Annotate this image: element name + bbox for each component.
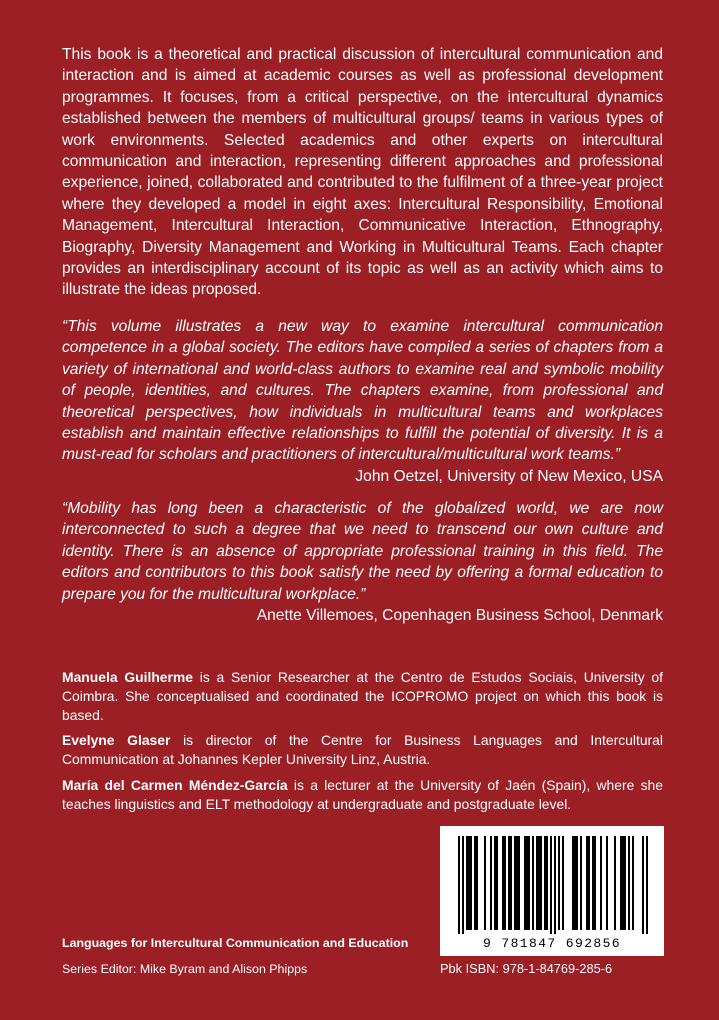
barcode-bar <box>516 836 518 930</box>
barcode-bar <box>588 836 590 930</box>
barcode-bar <box>538 836 540 930</box>
barcode-bar <box>622 836 624 930</box>
barcode-bars <box>440 826 664 934</box>
editor-bio-text: is a Senior Researcher at the Centro de Estudos Sociais, University of Coimbra. She conceptualised and coordinated the ICOPROMO project on which this book is based. <box>62 669 663 723</box>
barcode-bar <box>468 836 470 930</box>
editor-bio-mendez-garcia <box>62 776 663 814</box>
isbn: Pbk ISBN: 978-1-84769-285-6 <box>440 961 613 976</box>
editor-bio-text: is director of the Centre for Business Languages and Intercultural Communication at Johannes Kepler University Linz, Austria. <box>62 732 663 768</box>
barcode-bar <box>594 836 596 930</box>
barcode-bar <box>514 836 516 930</box>
editor-name: María del Carmen Méndez-García <box>62 776 288 793</box>
editor-bio-glaser <box>62 731 663 769</box>
barcode <box>440 826 664 956</box>
barcode-bar <box>544 836 546 930</box>
barcode-bar <box>546 836 548 930</box>
barcode-bar <box>504 836 506 930</box>
barcode-bar <box>528 836 530 930</box>
editor-name: Manuela Guilherme <box>62 669 194 685</box>
quote-text: “This volume illustrates a new way to examine intercultural communication competence in a global society. The editors have compiled a series of chapters from a variety of international and world-class authors to examine real and symbolic mobility of people, identities, and cultures. The chapters examine, from professional and theoretical perspectives, how individuals in multicultural teams and workplaces establish and maintain effective relationships to fulfill the potential of diversity. It is a must-read for scholars and practitioners of intercultural/multicultural work teams.” <box>62 318 663 464</box>
barcode-bar <box>518 836 520 930</box>
editor-bio-text: is a lecturer at the University of Jaén (Spain), where she teaches linguistics and ELT methodology at undergraduate and postgraduate level. <box>62 776 664 812</box>
barcode-bar <box>574 836 576 930</box>
barcode-bar <box>558 836 560 930</box>
barcode-bar <box>462 836 464 934</box>
barcode-bar <box>502 836 504 930</box>
barcode-bar <box>620 836 622 930</box>
barcode-bar <box>554 836 556 934</box>
barcode-bar <box>490 836 492 930</box>
barcode-bar <box>508 836 510 930</box>
barcode-bar <box>540 836 542 930</box>
editor-bio-guilherme <box>62 668 663 724</box>
barcode-bar <box>628 836 630 930</box>
barcode-bar <box>532 836 534 930</box>
barcode-bar <box>562 836 564 930</box>
barcode-bar <box>606 836 608 930</box>
endorsement-quote-1 <box>62 316 663 487</box>
barcode-bar <box>580 836 582 930</box>
barcode-digits: 9 781847 692856 <box>482 936 622 951</box>
barcode-bar <box>526 836 528 930</box>
barcode-bar <box>572 836 574 930</box>
barcode-bar <box>510 836 512 930</box>
barcode-bar <box>484 836 486 930</box>
barcode-bar <box>592 836 594 930</box>
barcode-bar <box>576 836 578 930</box>
barcode-bar <box>476 836 478 930</box>
editor-bios <box>62 668 663 821</box>
editor-name: Evelyne Glaser <box>62 732 171 749</box>
barcode-bar <box>466 836 468 930</box>
barcode-bar <box>632 836 634 930</box>
series-title: Languages for Intercultural Communication and Education <box>62 936 409 950</box>
barcode-bar <box>474 836 476 930</box>
barcode-bar <box>524 836 526 930</box>
barcode-bar <box>470 836 472 930</box>
quote-text: “Mobility has long been a characteristic of the globalized world, we are now interconnected to such a degree that we need to transcend our own culture and identity. There is an absence of appropriate professional training in this field. The editors and contributors to this book satisfy the need by offering a formal education to prepare you for the multicultural workplace.” <box>62 500 663 603</box>
quote-attribution: Anette Villemoes, Copenhagen Business School, Denmark <box>256 607 663 625</box>
barcode-bar <box>586 836 588 930</box>
barcode-bar <box>646 836 648 934</box>
barcode-bar <box>600 836 602 930</box>
barcode-bar <box>496 836 498 930</box>
barcode-bar <box>642 836 644 934</box>
barcode-bar <box>624 836 626 930</box>
quote-attribution: John Oetzel, University of New Mexico, USA <box>355 467 663 485</box>
series-info <box>62 934 432 978</box>
endorsement-quote-2 <box>62 498 663 626</box>
barcode-bar <box>550 836 552 934</box>
book-description: This book is a theoretical and practical discussion of intercultural communication and interaction and is aimed at academic courses as well as professional development programmes. It focuses, from a critical perspective, on the intercultural dynamics established between the members of multicultural groups/ teams in various types of work environments. Selected academics and other experts on intercultural communication and interaction, representing different approaches and professional experience, joined, collaborated and contributed to the fulfilment of a three-year project where they developed a model in eight axes: Intercultural Responsibility, Emotional Management, Intercultural Interaction, Communicative Interaction, Ethnography, Biography, Diversity Management and Working in Multicultural Teams. Each chapter provides an interdisciplinary account of its topic as well as an activity which aims to illustrate the ideas proposed. <box>62 46 663 299</box>
barcode-bar <box>458 836 460 934</box>
barcode-bar <box>614 836 616 930</box>
barcode-bar <box>494 836 496 930</box>
barcode-bar <box>536 836 538 930</box>
series-editors: Series Editor: Mike Byram and Alison Phipps <box>62 962 308 976</box>
